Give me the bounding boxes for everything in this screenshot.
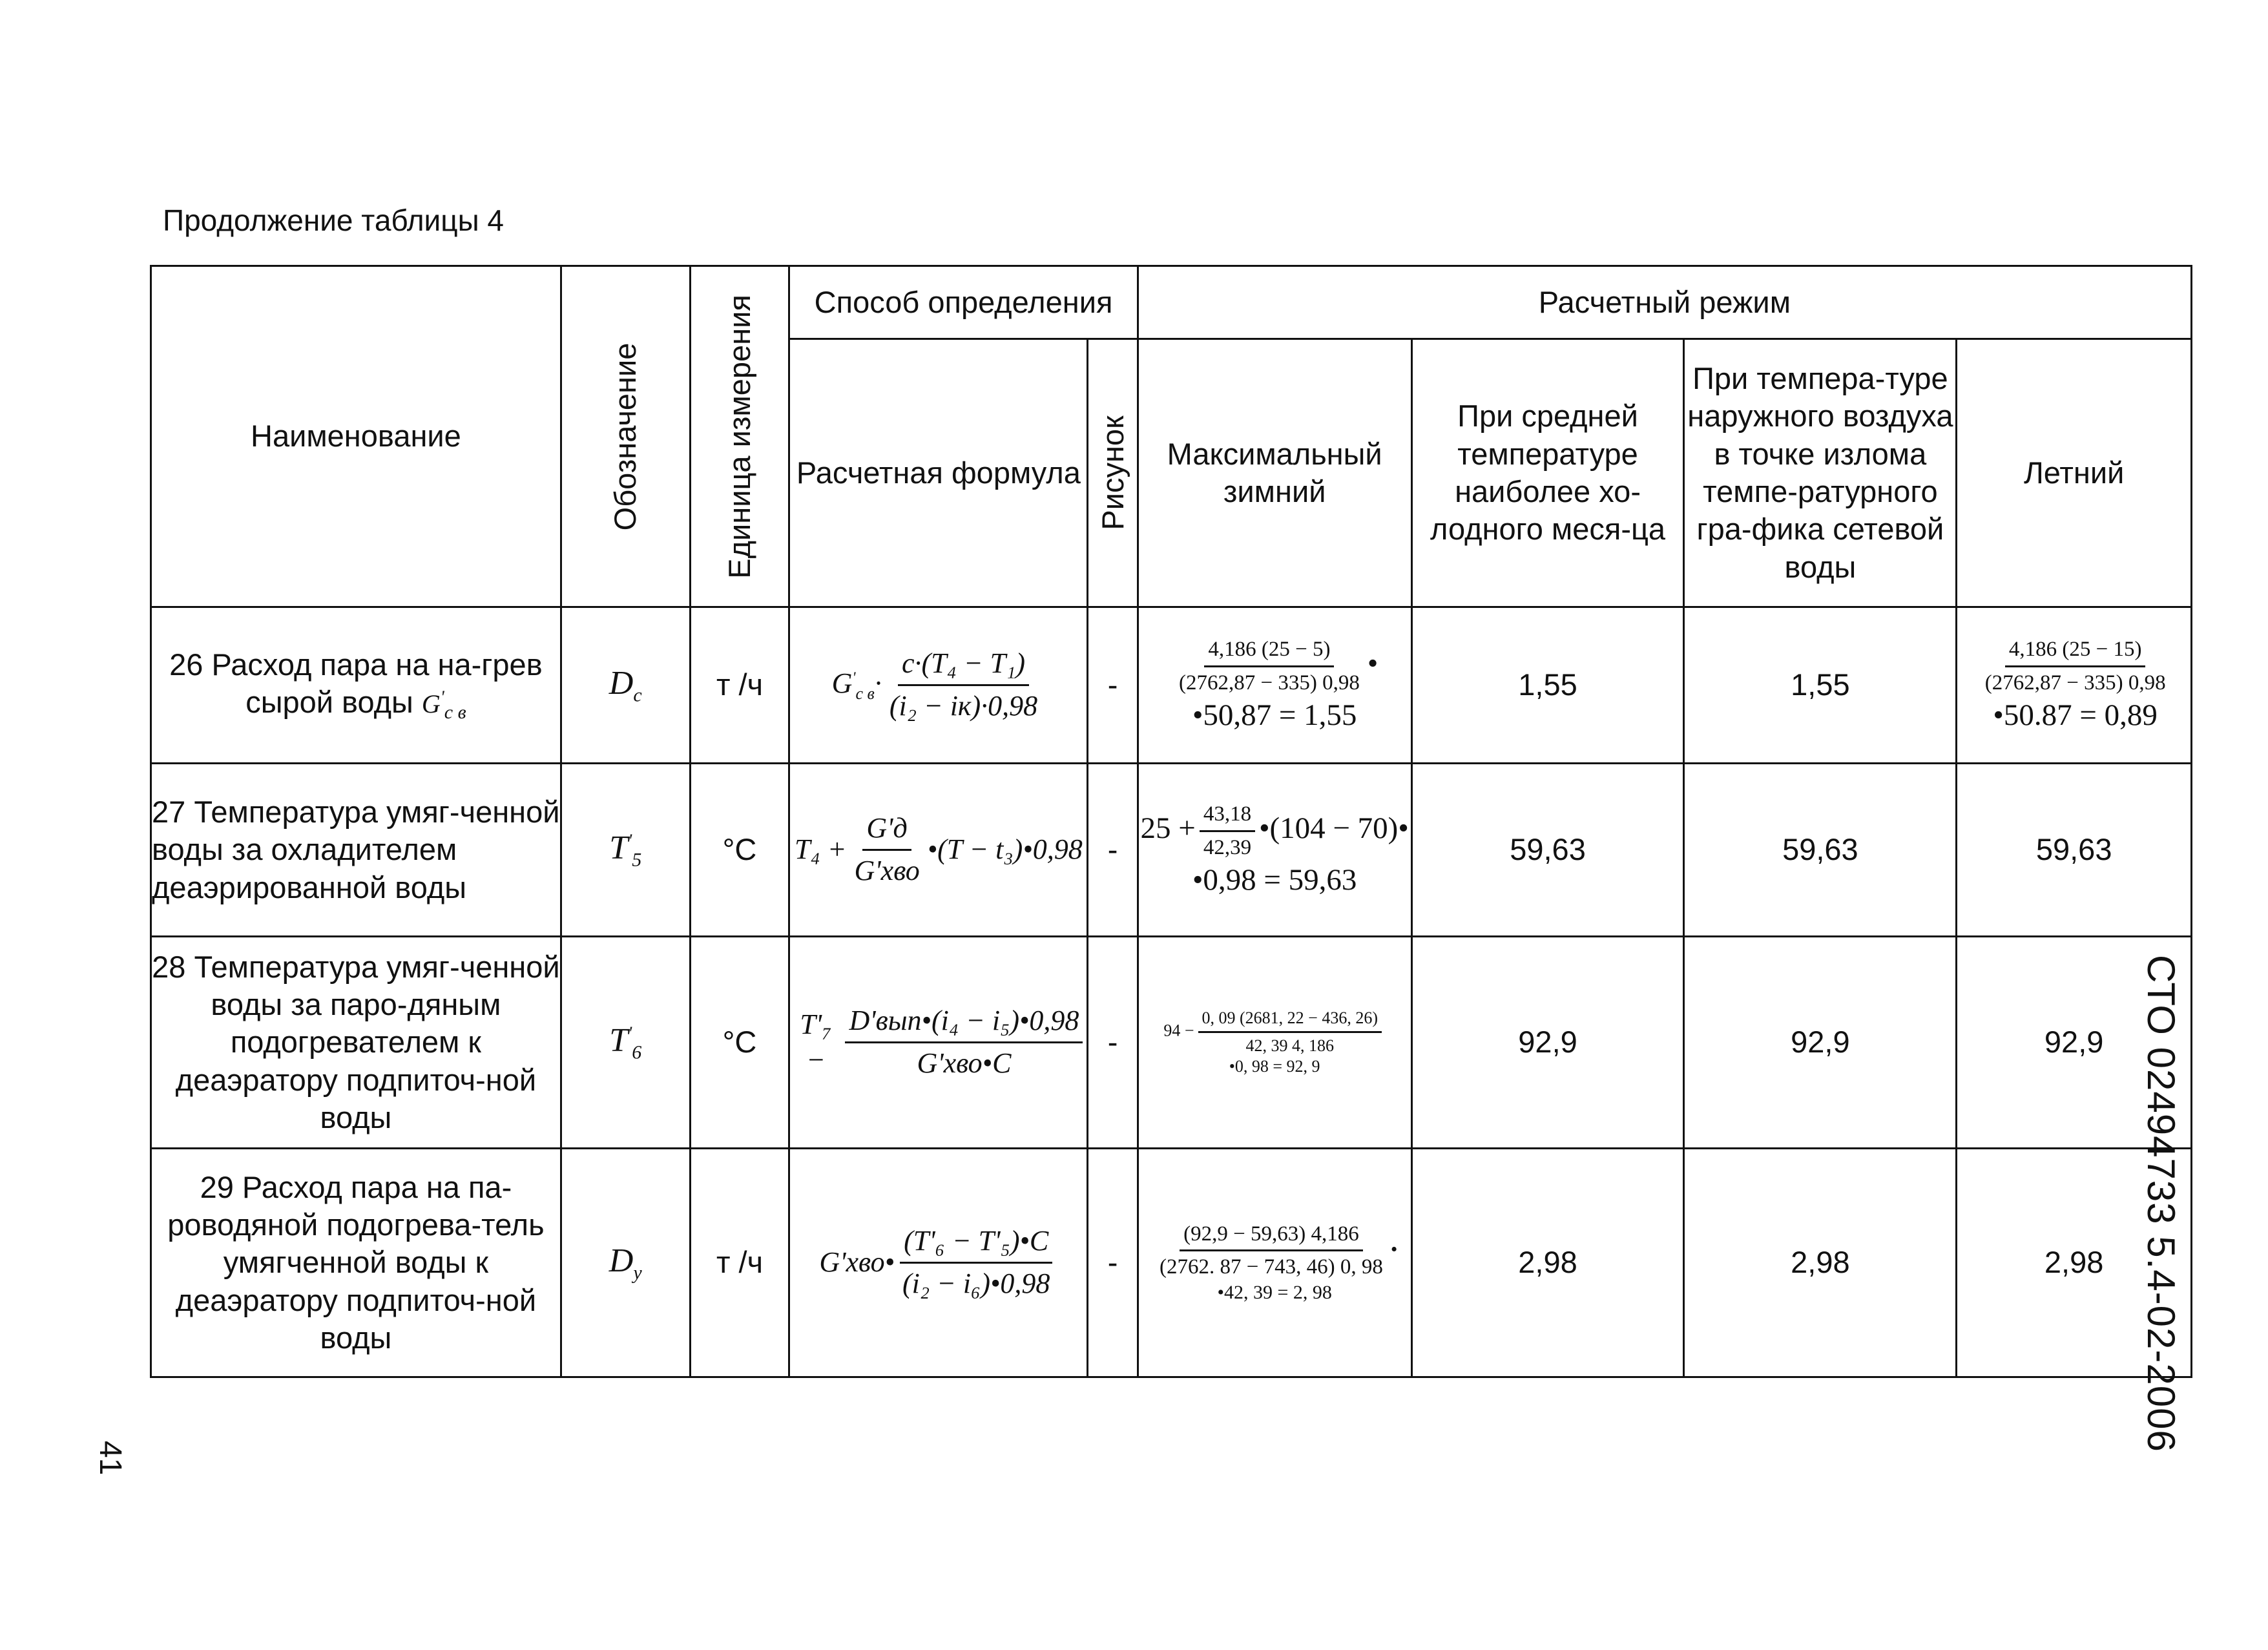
row-name: 27 Температура умяг-ченной воды за охладителем деаэрированной воды <box>151 764 561 937</box>
row-figure: - <box>1088 764 1138 937</box>
row-summer: 92,9 <box>1957 937 2192 1149</box>
row-symbol: $T'_5$ <box>561 764 690 937</box>
row-max-winter: $\frac{4,186 (25 - 5)}{(2762,87 - 335) 0,98}$ • •50,87 = 1,55 <box>1138 607 1411 764</box>
header-figure: Рисунок <box>1088 339 1138 607</box>
row-summer: 2,98 <box>1957 1149 2192 1377</box>
header-formula: Расчетная формула <box>789 339 1088 607</box>
row-figure: - <box>1088 1149 1138 1377</box>
data-table <box>150 265 2192 1378</box>
row-break-point: 2,98 <box>1684 1149 1957 1377</box>
row-formula: T₄ + $\frac{G'д}{\text{G'хво}}$ •(T − t₃)•0,98 <box>789 764 1088 937</box>
row-max-winter: $\frac{(92,9 - 59,63) 4,186}{(2762. 87 - 743, 46) 0, 98}$ • •42, 39 = 2, 98 <box>1138 1149 1411 1377</box>
table-caption: Продолжение таблицы 4 <box>163 204 505 237</box>
row-summer: 59,63 <box>1957 764 2192 937</box>
row-unit: т /ч <box>690 607 789 764</box>
row-max-winter: 94 − $\frac{0, 09 (2681, 22 - 436, 26)}{42, 39 4, 186}$ •0, 98 = 92, 9 <box>1138 937 1411 1149</box>
table-row <box>151 764 2192 937</box>
row-figure: - <box>1088 937 1138 1149</box>
row-name: 28 Температура умяг-ченной воды за паро-дяным подогревателем к деаэратору подпиточ-ной воды <box>151 937 561 1149</box>
row-break-point: 92,9 <box>1684 937 1957 1149</box>
row-avg-cold: 1,55 <box>1411 607 1684 764</box>
row-avg-cold: 59,63 <box>1411 764 1684 937</box>
table-row <box>151 1149 2192 1377</box>
row-formula: $G'_{с в}\cdot$ $\frac{\text{c·(T₄ − T₁)}}{\text{(i₂ − iк)·0,98}}$ <box>789 607 1088 764</box>
header-method: Способ определения <box>789 266 1138 339</box>
header-unit: Единица измерения <box>690 266 789 607</box>
row-figure: - <box>1088 607 1138 764</box>
row-max-winter: 25 + $\frac{43,18}{42,39}$ •(104 − 70)• •0,98 = 59,63 <box>1138 764 1411 937</box>
row-break-point: 1,55 <box>1684 607 1957 764</box>
header-summer: Летний <box>1957 339 2192 607</box>
header-avg-cold: При средней температуре наиболее хо-лодного меся-ца <box>1411 339 1684 607</box>
row-avg-cold: 2,98 <box>1411 1149 1684 1377</box>
row-break-point: 59,63 <box>1684 764 1957 937</box>
row-avg-cold: 92,9 <box>1411 937 1684 1149</box>
header-max-winter: Максимальный зимний <box>1138 339 1411 607</box>
table-row <box>151 607 2192 764</box>
row-name: 29 Расход пара на па-роводяной подогрева-тель умягченной воды к деаэратору подпиточ-ной воды <box>151 1149 561 1377</box>
row-symbol: $D_у$ <box>561 1149 690 1377</box>
row-formula: G'хво• $\frac{\text{(T'₆ − T'₅)•C}}{\text{(i₂ − i₆)•0,98}}$ <box>789 1149 1088 1377</box>
row-formula: T'₇ − $\frac{\text{D'вып•(i₄ − i₅)•0,98}}{\text{G'хво•C}}$ <box>789 937 1088 1149</box>
row-unit: т /ч <box>690 1149 789 1377</box>
row-summer: $\frac{4,186 (25 - 15)}{(2762,87 - 335) 0,98}$ •50.87 = 0,89 <box>1957 607 2192 764</box>
table-row <box>151 937 2192 1149</box>
header-symbol: Обозначение <box>561 266 690 607</box>
document-code: СТО 02494733 5.4-02-2006 <box>2139 955 2183 1452</box>
row-unit: °С <box>690 937 789 1149</box>
row-unit: °С <box>690 764 789 937</box>
header-mode: Расчетный режим <box>1138 266 2191 339</box>
row-symbol: $D_c$ <box>561 607 690 764</box>
header-name: Наименование <box>151 266 561 607</box>
row-symbol: $T'_6$ <box>561 937 690 1149</box>
header-break-point: При темпера-туре наружного воздуха в точке излома темпе-ратурного гра-фика сетевой воды <box>1684 339 1957 607</box>
row-name: 26 Расход пара на на-грев сырой воды $G'_{с в}$ <box>151 607 561 764</box>
page-number: 41 <box>93 1441 127 1476</box>
